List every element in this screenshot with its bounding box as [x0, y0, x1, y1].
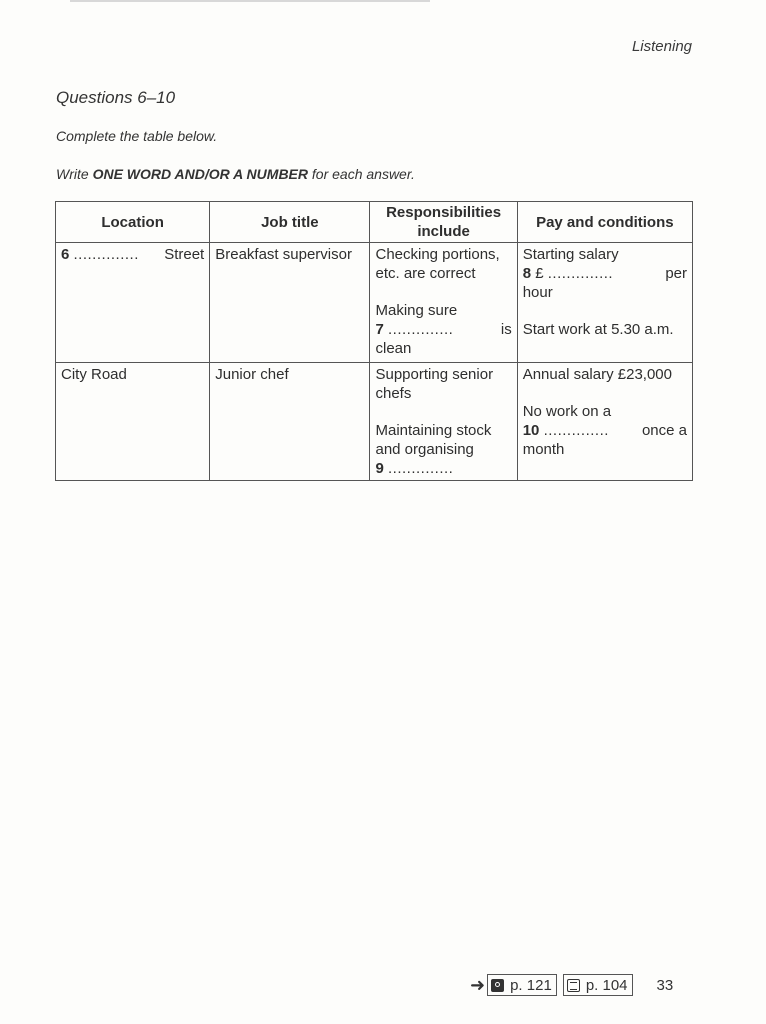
pay-text: Starting salary — [522, 246, 619, 263]
cell-responsibilities — [370, 243, 517, 363]
cross-reference-2-label: p. 104 — [585, 976, 628, 994]
pay-text: hour — [522, 284, 553, 301]
resp-text: Checking portions, etc. are correct — [375, 246, 500, 282]
instruction-complete-table: Complete the table below. — [56, 128, 218, 144]
questions-heading: Questions 6–10 — [56, 88, 176, 107]
pay-text: Annual salary £23,000 — [522, 366, 672, 383]
cell-pay-conditions — [517, 363, 692, 481]
cell-job-title: Breakfast supervisor — [210, 243, 370, 363]
answer-blank-6[interactable]: .............. — [73, 246, 139, 263]
gap-line-9 — [375, 459, 511, 478]
gap-line-6 — [61, 245, 204, 264]
resp-text: clean — [375, 340, 412, 357]
skills-icon — [491, 979, 504, 992]
table-row — [56, 363, 693, 481]
question-number-9: 9 — [375, 460, 384, 477]
cross-reference-2[interactable] — [563, 974, 633, 996]
gap-line-10 — [523, 421, 687, 440]
currency-symbol: £ — [535, 265, 544, 282]
header-job-title: Job title — [210, 202, 370, 243]
top-rule — [70, 0, 430, 2]
instruction-word-limit — [56, 166, 415, 182]
cell-responsibilities — [370, 363, 517, 481]
question-number-10: 10 — [522, 422, 540, 439]
answer-blank-9[interactable]: .............. — [388, 460, 454, 477]
street-word: Street — [164, 246, 205, 263]
gap-line-8 — [523, 264, 687, 283]
header-responsibilities: Responsibilities include — [370, 202, 517, 243]
arrow-right-icon: ➜ — [470, 974, 486, 995]
pay-text: once a — [641, 422, 687, 439]
cell-location: City Road — [56, 363, 210, 481]
resp-text: Maintaining stock and organising — [375, 422, 492, 458]
table-row — [56, 243, 693, 363]
instruction-bold: ONE WORD AND/OR A NUMBER — [92, 166, 308, 182]
document-icon — [567, 979, 580, 992]
pay-text: per — [665, 265, 687, 282]
resp-text: is — [500, 321, 512, 338]
answer-blank-8[interactable]: .............. — [547, 265, 614, 282]
question-number-8: 8 — [522, 265, 532, 282]
instruction-prefix: Write — [56, 166, 93, 182]
instruction-suffix: for each answer. — [308, 166, 415, 182]
page-number: 33 — [656, 976, 674, 994]
resp-text: Making sure — [375, 302, 458, 319]
resp-text: Supporting senior chefs — [375, 366, 494, 402]
pay-text: Start work at 5.30 a.m. — [522, 321, 674, 338]
header-pay-conditions: Pay and conditions — [517, 202, 692, 243]
cell-pay-conditions — [517, 243, 692, 363]
table-header-row — [56, 202, 693, 243]
job-table — [55, 201, 693, 481]
cross-reference-1-label: p. 121 — [510, 976, 552, 994]
question-number-6: 6 — [61, 246, 70, 263]
section-label: Listening — [631, 38, 692, 55]
header-location: Location — [56, 202, 210, 243]
answer-blank-7[interactable]: .............. — [388, 321, 454, 338]
gap-line-7 — [375, 320, 511, 339]
page-footer — [470, 974, 673, 996]
answer-blank-10[interactable]: .............. — [543, 422, 609, 439]
question-number-7: 7 — [375, 321, 384, 338]
cross-reference-1[interactable] — [487, 974, 557, 996]
cell-job-title: Junior chef — [210, 363, 370, 481]
pay-text: No work on a — [522, 403, 612, 420]
pay-text: month — [522, 441, 565, 458]
cell-location — [56, 243, 210, 363]
